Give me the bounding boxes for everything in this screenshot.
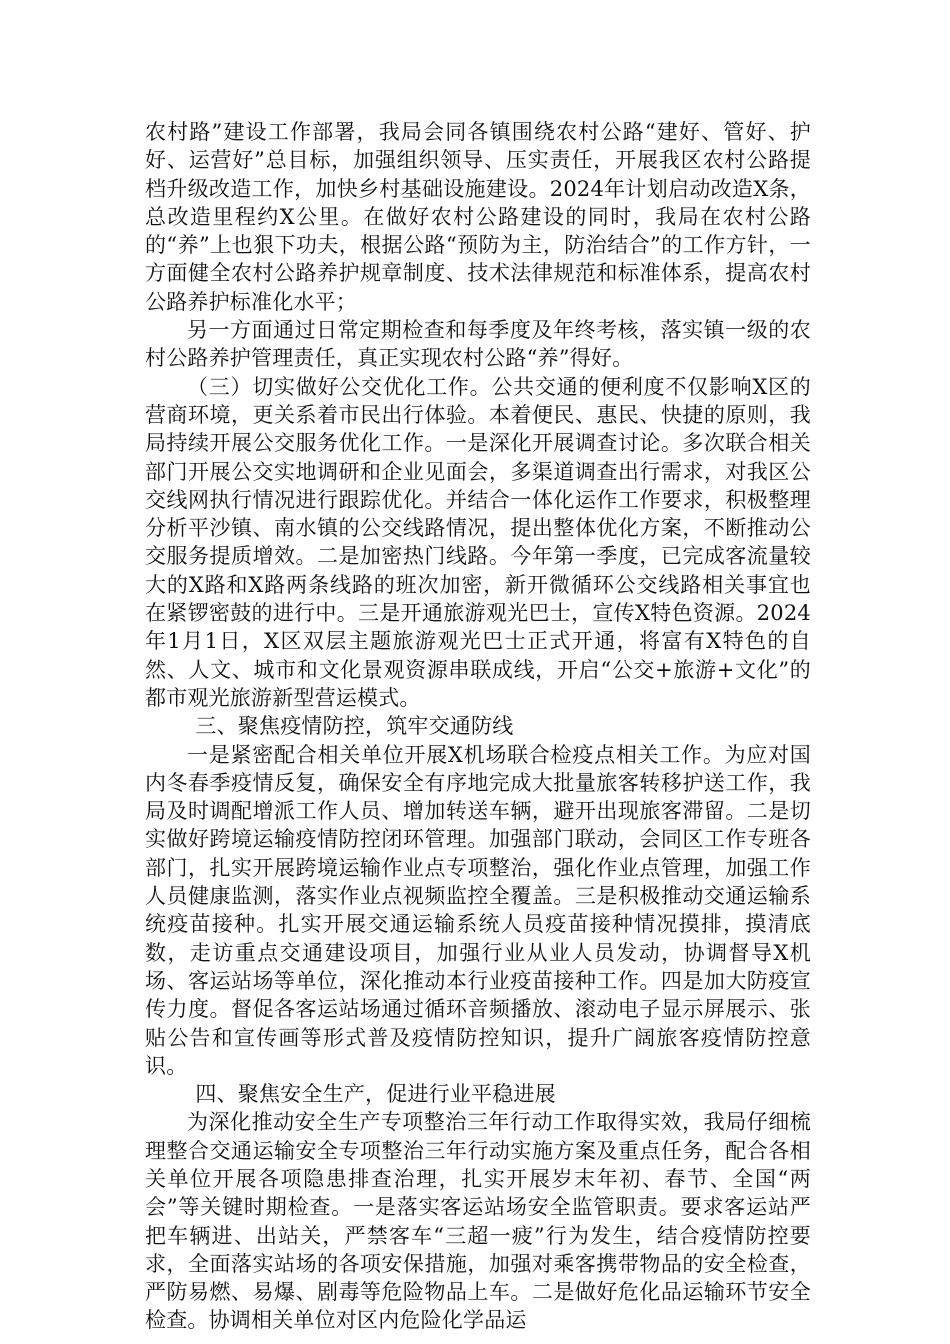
paragraph-rural-road-maintenance: 另一方面通过日常定期检查和每季度及年终考核，落实镇一级的农村公路养护管理责任，真正实现农村公路“养”得好。 [145, 318, 811, 371]
document-page [145, 118, 811, 1335]
paragraph-safety-production: 为深化推动安全生产专项整治三年行动工作取得实效，我局仔细梳理整合交通运输安全专项整治三年行动实施方案及重点任务，配合各相关单位开展各项隐患排查治理，扎实开展岁末年初、春节、全国“两会”等关键时期检查。一是落实客运站场安全监管职责。要求客运站严把车辆进、出站关，严禁客车“三超一疲”行为发生，结合疫情防控要求，全面落实站场的各项安保措施，加强对乘客携带物品的安全检查，严防易燃、易爆、剧毒等危险物品上车。二是做好危化品运输环节安全检查。协调相关单位对区内危险化学品运 [145, 1110, 811, 1333]
section-heading-safety-production: 四、聚焦安全生产，促进行业平稳进展 [195, 1082, 556, 1107]
paragraph-epidemic-control: 一是紧密配合相关单位开展X机场联合检疫点相关工作。为应对国内冬春季疫情反复，确保安全有序地完成大批量旅客转移护送工作，我局及时调配增派工作人员、增加转送车辆，避开出现旅客滞留。二是切实做好跨境运输疫情防控闭环管理。加强部门联动，会同区工作专班各部门，扎实开展跨境运输作业点专项整治，强化作业点管理，加强工作人员健康监测，落实作业点视频监控全覆盖。三是积极推动交通运输系统疫苗接种。扎实开展交通运输系统人员疫苗接种情况摸排，摸清底数，走访重点交通建设项目，加强行业从业人员发动，协调督导X机场、客运站场等单位，深化推动本行业疫苗接种工作。四是加大防疫宣传力度。督促各客运站场通过循环音频播放、滚动电子显示屏展示、张贴公告和宣传画等形式普及疫情防控知识，提升广阔旅客疫情防控意识。 [145, 742, 811, 1078]
paragraph-bus-optimization: （三）切实做好公交优化工作。公共交通的便利度不仅影响X区的营商环境，更关系着市民出行体验。本着便民、惠民、快捷的原则，我局持续开展公交服务优化工作。一是深化开展调查讨论。多次联合相关部门开展公交实地调研和企业见面会，多渠道调查出行需求，对我区公交线网执行情况进行跟踪优化。并结合一体化运作工作要求，积极整理分析平沙镇、南水镇的公交线路情况，提出整体优化方案，不断推动公交服务提质增效。二是加密热门线路。今年第一季度，已完成客流量较大的X路和X路两条线路的班次加密，新开微循环公交线路相关事宜也在紧锣密鼓的进行中。三是开通旅游观光巴士，宣传X特色资源。2024年1月1日，X区双层主题旅游观光巴士正式开通，将富有X特色的自然、人文、城市和文化景观资源串联成线，开启“公交+旅游+文化”的都市观光旅游新型营运模式。 [145, 374, 811, 710]
paragraph-rural-road-construction: 农村路”建设工作部署，我局会同各镇围绕农村公路“建好、管好、护好、运营好”总目标，加强组织领导、压实责任，开展我区农村公路提档升级改造工作，加快乡村基础设施建设。2024年计划启动改造X条，总改造里程约X公里。在做好农村公路建设的同时，我局在农村公路的“养”上也狠下功夫，根据公路“预防为主，防治结合”的工作方针，一方面健全农村公路养护规章制度、技术法律规范和标准体系，提高农村公路养护标准化水平； [145, 120, 811, 314]
section-heading-epidemic-control: 三、聚焦疫情防控，筑牢交通防线 [195, 714, 514, 739]
